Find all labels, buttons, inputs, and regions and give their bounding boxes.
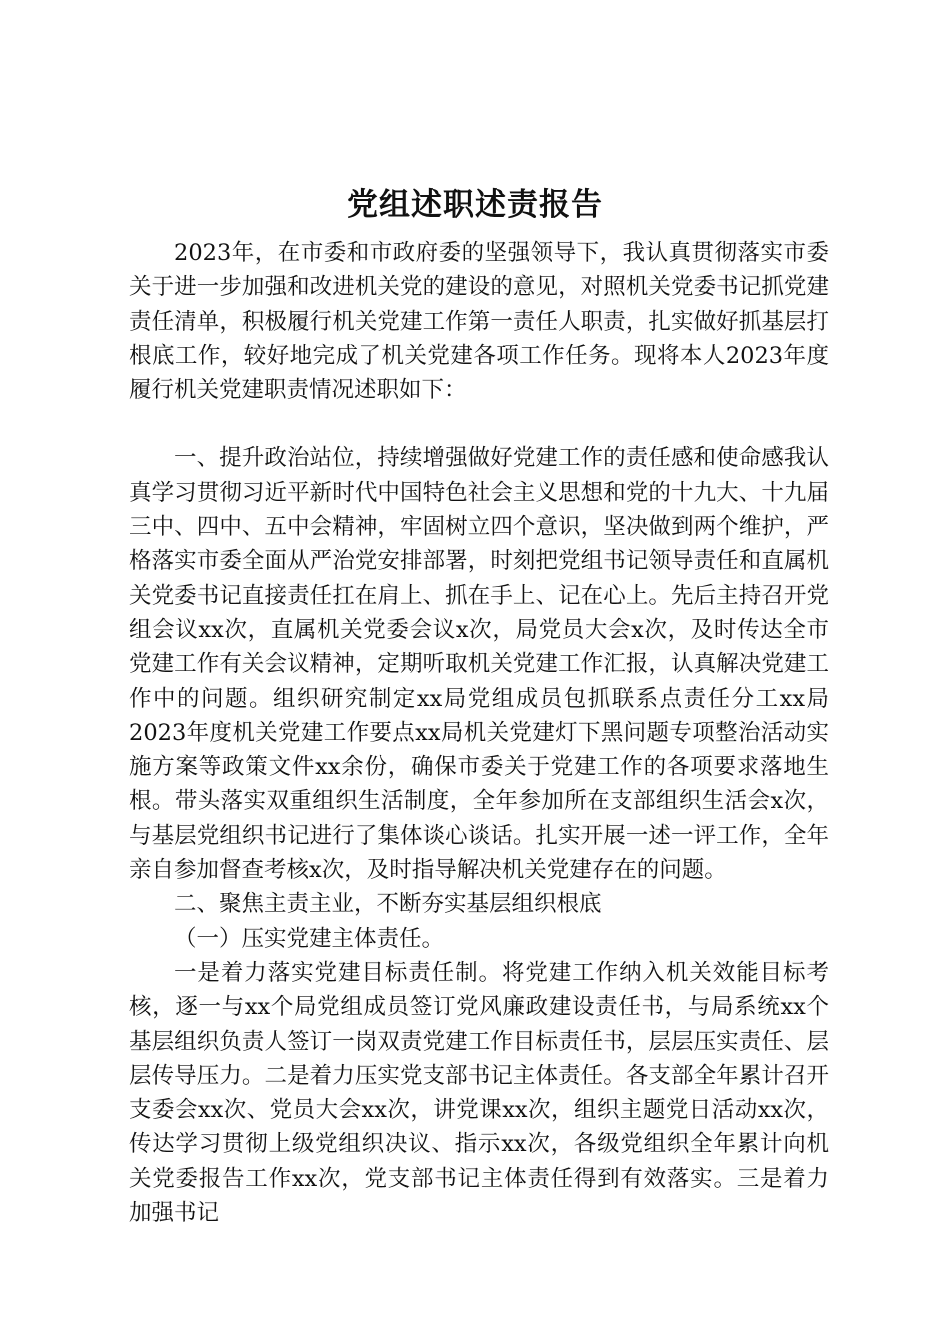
section-one-paragraph: 一、提升政治站位，持续增强做好党建工作的责任感和使命感我认真学习贯彻习近平新时代中国特色社会主义思想和党的十九大、十九届三中、四中、五中会精神，牢固树立四个意识，坚决做到两个维护，严格落实市委全面从严治党安排部署，时刻把党组书记领导责任和直属机关党委书记直接责任扛在肩上、抓在手上、记在心上。先后主持召开党组会议xx次，直属机关党委会议x次，局党员大会x次，及时传达全市党建工作有关会议精神，定期听取机关党建工作汇报，认真解决党建工作中的问题。组织研究制定xx局党组成员包抓联系点责任分工xx局2023年度机关党建工作要点xx局机关党建灯下黑问题专项整治活动实施方案等政策文件xx余份，确保市委关于党建工作的各项要求落地生根。带头落实双重组织生活制度，全年参加所在支部组织生活会x次，与基层党组织书记进行了集体谈心谈话。扎实开展一述一评工作，全年亲自参加督查考核x次，及时指导解决机关党建存在的问题。 xyxy=(129,445,829,884)
document-body xyxy=(129,236,829,1230)
paragraph-spacer xyxy=(129,407,829,441)
section-two-heading: 二、聚焦主责主业，不断夯实基层组织根底 xyxy=(174,891,602,918)
subsection-one-heading: （一）压实党建主体责任。 xyxy=(174,925,445,952)
document-title: 党组述职述责报告 xyxy=(347,187,603,223)
intro-paragraph: 2023年，在市委和市政府委的坚强领导下，我认真贯彻落实市委关于进一步加强和改进机关党的建设的意见，对照机关党委书记抓党建责任清单，积极履行机关党建工作第一责任人职责，扎实做好抓基层打根底工作，较好地完成了机关党建各项工作任务。现将本人2023年度履行机关党建职责情况述职如下： xyxy=(129,240,829,404)
subsection-one-paragraph: 一是着力落实党建目标责任制。将党建工作纳入机关效能目标考核，逐一与xx个局党组成员签订党风廉政建设责任书，与局系统xx个基层组织负责人签订一岗双责党建工作目标责任书，层层压实责任、层层传导压力。二是着力压实党支部书记主体责任。各支部全年累计召开支委会xx次、党员大会xx次，讲党课xx次，组织主题党日活动xx次，传达学习贯彻上级党组织决议、指示xx次，各级党组织全年累计向机关党委报告工作xx次，党支部书记主体责任得到有效落实。三是着力加强书记 xyxy=(129,959,829,1227)
